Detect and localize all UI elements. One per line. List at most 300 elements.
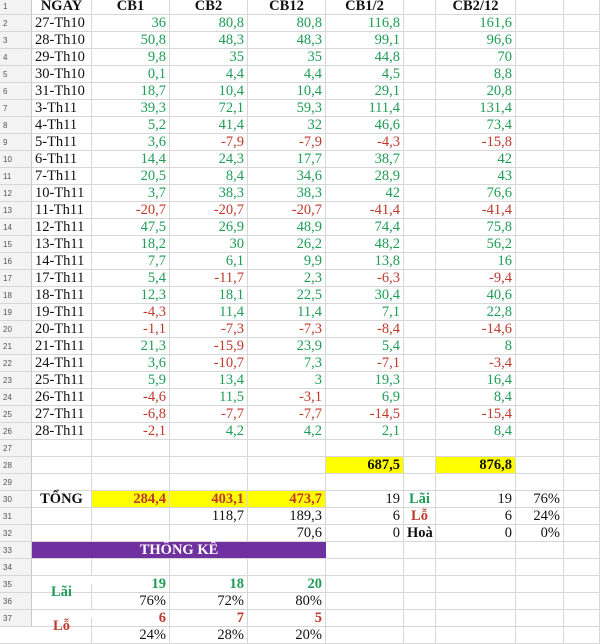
cell-c1[interactable] [92, 440, 170, 456]
cell-c8[interactable] [564, 49, 600, 65]
cb2-cell[interactable]: 6,1 [170, 253, 248, 269]
cb1-2-cell[interactable]: 2,1 [326, 423, 404, 439]
row-number[interactable]: 33 [0, 542, 32, 558]
cell-c7[interactable] [516, 66, 564, 82]
cb12-cell[interactable]: -7,3 [248, 321, 326, 337]
row-number[interactable]: 4 [0, 49, 32, 65]
cell-c7[interactable] [516, 304, 564, 320]
cb12-cell[interactable]: 17,7 [248, 151, 326, 167]
date-cell[interactable]: 25-Th11 [32, 372, 92, 388]
cell-c7[interactable] [516, 236, 564, 252]
cell-c8[interactable] [564, 491, 600, 507]
cell-c0[interactable] [32, 559, 92, 575]
cb1-cell[interactable]: 0,1 [92, 66, 170, 82]
date-cell[interactable]: 29-Th10 [32, 49, 92, 65]
row-number[interactable]: 12 [0, 185, 32, 201]
cb2-cell[interactable]: 13,4 [170, 372, 248, 388]
cb2-12-cell[interactable]: 96,6 [436, 32, 516, 48]
cb12-cell[interactable]: 23,9 [248, 338, 326, 354]
cb2-12-cell[interactable]: 22,8 [436, 304, 516, 320]
cell-c5[interactable] [404, 270, 436, 286]
cb12-cell[interactable]: 4,2 [248, 423, 326, 439]
cb2-cell[interactable]: 8,4 [170, 168, 248, 184]
stats-lo-pct-cb2[interactable]: 28% [170, 627, 248, 643]
cell-c5[interactable] [404, 559, 436, 575]
row-number[interactable]: 3 [0, 32, 32, 48]
row-number[interactable]: 24 [0, 389, 32, 405]
date-cell[interactable]: 31-Th10 [32, 83, 92, 99]
cell-c0[interactable] [32, 474, 92, 490]
cell-c5[interactable] [404, 406, 436, 422]
cb2-cell[interactable]: 26,9 [170, 219, 248, 235]
cb1-2-cell[interactable]: -14,5 [326, 406, 404, 422]
date-cell[interactable]: 19-Th11 [32, 304, 92, 320]
row32-cb12[interactable]: 70,6 [248, 525, 326, 541]
cell-c6[interactable] [436, 559, 516, 575]
hoa-label[interactable]: Hoà [404, 525, 436, 541]
cell-c5[interactable] [404, 83, 436, 99]
cb2-cell[interactable]: 48,3 [170, 32, 248, 48]
cb1-2-cell[interactable]: -8,4 [326, 321, 404, 337]
cell-c8[interactable] [564, 185, 600, 201]
cell-c4[interactable] [326, 440, 404, 456]
cell-c2[interactable] [170, 474, 248, 490]
row-number[interactable]: 20 [0, 321, 32, 337]
cell-c4[interactable] [326, 474, 404, 490]
cb2-12-total[interactable]: 876,8 [436, 457, 516, 473]
date-cell[interactable]: 20-Th11 [32, 321, 92, 337]
cell-c7[interactable] [516, 287, 564, 303]
cell-c8[interactable] [564, 593, 600, 609]
date-cell[interactable]: 11-Th11 [32, 202, 92, 218]
cb1-cell[interactable]: 20,5 [92, 168, 170, 184]
cb2-12-cell[interactable]: 8,4 [436, 389, 516, 405]
cell-c7[interactable] [516, 253, 564, 269]
cell-c8[interactable] [564, 168, 600, 184]
cb12-cell[interactable]: -3,1 [248, 389, 326, 405]
cb2-12-draws[interactable]: 0 [436, 525, 516, 541]
cb1-cell[interactable]: -2,1 [92, 423, 170, 439]
column-header-cb2-12[interactable]: CB2/12 [436, 0, 516, 14]
cell-c5[interactable] [404, 117, 436, 133]
cell-c5[interactable] [404, 49, 436, 65]
stats-lo-label[interactable]: Lỗ [32, 618, 92, 634]
cell-c7[interactable] [516, 117, 564, 133]
cb1-2-cell[interactable]: 46,6 [326, 117, 404, 133]
cell-c8[interactable] [564, 83, 600, 99]
cb2-12-wins[interactable]: 19 [436, 491, 516, 507]
cell-c5[interactable] [404, 355, 436, 371]
cell-c7[interactable] [516, 151, 564, 167]
cb2-cell[interactable]: -11,7 [170, 270, 248, 286]
cb1-cell[interactable]: -4,6 [92, 389, 170, 405]
cell-c6[interactable] [436, 542, 516, 558]
cell-c8[interactable] [564, 338, 600, 354]
cb2-12-cell[interactable]: 131,4 [436, 100, 516, 116]
column-header-cb12[interactable]: CB12 [248, 0, 326, 14]
cell-c5[interactable] [404, 576, 436, 592]
row-number[interactable]: 15 [0, 236, 32, 252]
cb12-cell[interactable]: 22,5 [248, 287, 326, 303]
cell-c8[interactable] [564, 15, 600, 31]
row-number[interactable]: 7 [0, 100, 32, 116]
cell-c5[interactable] [404, 321, 436, 337]
cell-c7[interactable] [516, 389, 564, 405]
cell-c5[interactable] [404, 304, 436, 320]
total-cb1[interactable]: 284,4 [92, 491, 170, 507]
stats-lai-pct-cb12[interactable]: 80% [248, 593, 326, 609]
cb12-cell[interactable]: 48,3 [248, 32, 326, 48]
cb2-cell[interactable]: 41,4 [170, 117, 248, 133]
cb1-cell[interactable]: 7,7 [92, 253, 170, 269]
cb12-cell[interactable]: 38,3 [248, 185, 326, 201]
cell-c8[interactable] [564, 253, 600, 269]
cell-c7[interactable] [516, 338, 564, 354]
cell-c5[interactable] [404, 168, 436, 184]
cb12-cell[interactable]: 10,4 [248, 83, 326, 99]
cb12-cell[interactable]: 26,2 [248, 236, 326, 252]
row-number[interactable]: 37 [0, 610, 32, 626]
row-number[interactable]: 9 [0, 134, 32, 150]
row31-cb12[interactable]: 189,3 [248, 508, 326, 524]
cell-c6[interactable] [436, 610, 516, 626]
date-cell[interactable]: 28-Th10 [32, 32, 92, 48]
cb12-cell[interactable]: 59,3 [248, 100, 326, 116]
date-cell[interactable]: 10-Th11 [32, 185, 92, 201]
cb2-12-cell[interactable]: 8,4 [436, 423, 516, 439]
cb1-cell[interactable]: 18,2 [92, 236, 170, 252]
cb2-cell[interactable]: -20,7 [170, 202, 248, 218]
cell-c3[interactable] [248, 474, 326, 490]
cb2-12-cell[interactable]: -3,4 [436, 355, 516, 371]
date-cell[interactable]: 26-Th11 [32, 389, 92, 405]
cell-c8[interactable] [564, 32, 600, 48]
cb2-cell[interactable]: 30 [170, 236, 248, 252]
cb1-2-cell[interactable]: 28,9 [326, 168, 404, 184]
cell-c7[interactable] [516, 372, 564, 388]
cell-c2[interactable] [170, 525, 248, 541]
cell-c7[interactable] [516, 49, 564, 65]
cell-c5[interactable] [404, 134, 436, 150]
cell-c8[interactable] [564, 610, 600, 626]
cell-c0[interactable] [32, 457, 92, 473]
cell-c7[interactable] [516, 627, 564, 643]
cell-c7[interactable] [516, 610, 564, 626]
total-cb2[interactable]: 403,1 [170, 491, 248, 507]
cb12-cell[interactable]: -20,7 [248, 202, 326, 218]
cell-c5[interactable] [404, 219, 436, 235]
date-cell[interactable]: 24-Th11 [32, 355, 92, 371]
cb1-cell[interactable]: -4,3 [92, 304, 170, 320]
cb2-12-cell[interactable]: -41,4 [436, 202, 516, 218]
cb2-cell[interactable]: -15,9 [170, 338, 248, 354]
cb1-2-cell[interactable]: 30,4 [326, 287, 404, 303]
column-header-cb1-2[interactable]: CB1/2 [326, 0, 404, 14]
cell-c2[interactable] [170, 457, 248, 473]
cb2-12-cell[interactable]: 56,2 [436, 236, 516, 252]
cell-c7[interactable] [516, 168, 564, 184]
cell-c8[interactable] [564, 457, 600, 473]
cb1-2-cell[interactable]: -4,3 [326, 134, 404, 150]
cell-c8[interactable] [564, 406, 600, 422]
cb1-cell[interactable]: 14,4 [92, 151, 170, 167]
cell-c2[interactable] [170, 440, 248, 456]
cb1-2-cell[interactable]: -6,3 [326, 270, 404, 286]
cell-c8[interactable] [564, 117, 600, 133]
cb1-2-cell[interactable]: 38,7 [326, 151, 404, 167]
cell-c5[interactable] [404, 372, 436, 388]
cb12-cell[interactable]: 35 [248, 49, 326, 65]
cell-c5[interactable] [404, 474, 436, 490]
cb2-12-cell[interactable]: 16,4 [436, 372, 516, 388]
date-cell[interactable]: 21-Th11 [32, 338, 92, 354]
cb12-cell[interactable]: 48,9 [248, 219, 326, 235]
cb1-2-cell[interactable]: 44,8 [326, 49, 404, 65]
cb2-12-cell[interactable]: 43 [436, 168, 516, 184]
hoa-percent[interactable]: 0% [516, 525, 564, 541]
cb1-2-total[interactable]: 687,5 [326, 457, 404, 473]
cb2-12-cell[interactable]: 8,8 [436, 66, 516, 82]
row-number[interactable]: 28 [0, 457, 32, 473]
cb12-cell[interactable]: 80,8 [248, 15, 326, 31]
cb2-12-cell[interactable]: 76,6 [436, 185, 516, 201]
cell-c6[interactable] [436, 593, 516, 609]
cb2-12-cell[interactable]: 40,6 [436, 287, 516, 303]
lo-label[interactable]: Lỗ [404, 508, 436, 524]
cell-c7[interactable] [516, 406, 564, 422]
cb12-cell[interactable]: 9,9 [248, 253, 326, 269]
stats-lo-cb12[interactable]: 5 [248, 610, 326, 626]
column-header-ngay[interactable]: NGAY [32, 0, 92, 14]
cb2-12-cell[interactable]: 16 [436, 253, 516, 269]
date-cell[interactable]: 12-Th11 [32, 219, 92, 235]
cb1-cell[interactable]: 36 [92, 15, 170, 31]
row-number[interactable]: 11 [0, 168, 32, 184]
cb1-2-cell[interactable]: 6,9 [326, 389, 404, 405]
cb1-2-cell[interactable]: 19,3 [326, 372, 404, 388]
cb1-2-losses[interactable]: 6 [326, 508, 404, 524]
cell-c1[interactable] [92, 474, 170, 490]
cb1-2-cell[interactable]: 42 [326, 185, 404, 201]
cb1-cell[interactable]: 18,7 [92, 83, 170, 99]
column-header-cb2[interactable]: CB2 [170, 0, 248, 14]
cb2-12-cell[interactable]: 42 [436, 151, 516, 167]
cb1-cell[interactable]: 5,9 [92, 372, 170, 388]
row-number[interactable]: 5 [0, 66, 32, 82]
cb1-2-cell[interactable]: 99,1 [326, 32, 404, 48]
cell-c8[interactable] [564, 151, 600, 167]
cell-c5[interactable] [404, 627, 436, 643]
cb2-12-cell[interactable]: 73,4 [436, 117, 516, 133]
row-number[interactable]: 13 [0, 202, 32, 218]
cell-c8[interactable] [564, 236, 600, 252]
cb1-2-cell[interactable]: 116,8 [326, 15, 404, 31]
cell-c5[interactable] [404, 151, 436, 167]
cell-c3[interactable] [248, 457, 326, 473]
cell-c4[interactable] [326, 559, 404, 575]
cb1-cell[interactable]: 12,3 [92, 287, 170, 303]
cell-c8[interactable] [564, 440, 600, 456]
cell-c5[interactable] [404, 423, 436, 439]
cell-c7[interactable] [516, 576, 564, 592]
cb2-cell[interactable]: 18,1 [170, 287, 248, 303]
row-number[interactable]: 1 [0, 0, 32, 14]
cell-c8[interactable] [564, 508, 600, 524]
cb1-cell[interactable]: 39,3 [92, 100, 170, 116]
cell-c0[interactable] [32, 593, 92, 609]
cb2-cell[interactable]: 4,4 [170, 66, 248, 82]
cell-c8[interactable] [564, 100, 600, 116]
column-header-cb1[interactable]: CB1 [92, 0, 170, 14]
cb2-12-cell[interactable]: -14,6 [436, 321, 516, 337]
row-number[interactable]: 30 [0, 491, 32, 507]
cell-c5[interactable] [404, 253, 436, 269]
cell-c6[interactable] [436, 474, 516, 490]
cb12-cell[interactable]: 32 [248, 117, 326, 133]
cb1-cell[interactable]: -20,7 [92, 202, 170, 218]
cell-c5[interactable] [404, 389, 436, 405]
cell-c0[interactable] [32, 440, 92, 456]
cb2-12-cell[interactable]: -15,4 [436, 406, 516, 422]
cell-c2[interactable] [170, 559, 248, 575]
cell-c4[interactable] [326, 610, 404, 626]
stats-lo-cb2[interactable]: 7 [170, 610, 248, 626]
cell-c7[interactable] [516, 355, 564, 371]
cb1-2-cell[interactable]: 29,1 [326, 83, 404, 99]
date-cell[interactable]: 6-Th11 [32, 151, 92, 167]
stats-lai-cb1[interactable]: 19 [92, 576, 170, 592]
cell-c8[interactable] [564, 627, 600, 643]
row-number[interactable]: 14 [0, 219, 32, 235]
cell-c1[interactable] [92, 457, 170, 473]
cell-c3[interactable] [248, 440, 326, 456]
cb1-2-cell[interactable]: 48,2 [326, 236, 404, 252]
cell-c4[interactable] [326, 542, 404, 558]
row-number[interactable]: 25 [0, 406, 32, 422]
date-cell[interactable]: 4-Th11 [32, 117, 92, 133]
cell-c7[interactable] [516, 593, 564, 609]
date-cell[interactable]: 30-Th10 [32, 66, 92, 82]
cb2-cell[interactable]: 11,4 [170, 304, 248, 320]
row-number[interactable]: 23 [0, 372, 32, 388]
cb2-cell[interactable]: 4,2 [170, 423, 248, 439]
cb1-2-cell[interactable]: -7,1 [326, 355, 404, 371]
cell-c5[interactable] [404, 440, 436, 456]
cb1-2-cell[interactable]: 5,4 [326, 338, 404, 354]
cell-c8[interactable] [564, 134, 600, 150]
cb2-12-cell[interactable]: 75,8 [436, 219, 516, 235]
cb2-cell[interactable]: 35 [170, 49, 248, 65]
stats-lo-pct-cb12[interactable]: 20% [248, 627, 326, 643]
row-number[interactable]: 19 [0, 304, 32, 320]
cb2-cell[interactable]: -7,7 [170, 406, 248, 422]
stats-lai-pct-cb2[interactable]: 72% [170, 593, 248, 609]
cell-c5[interactable] [404, 100, 436, 116]
cell-c7[interactable] [516, 100, 564, 116]
row-number[interactable]: 34 [0, 559, 32, 575]
date-cell[interactable]: 14-Th11 [32, 253, 92, 269]
cell-c7[interactable] [516, 559, 564, 575]
cell-c8[interactable] [564, 559, 600, 575]
cb1-2-cell[interactable]: 7,1 [326, 304, 404, 320]
cell-c7[interactable] [516, 15, 564, 31]
cell-c7[interactable] [516, 219, 564, 235]
cell-c8[interactable] [564, 270, 600, 286]
cell-c7[interactable] [516, 32, 564, 48]
cb1-2-cell[interactable]: 74,4 [326, 219, 404, 235]
cell-c7[interactable] [516, 134, 564, 150]
cell-c4[interactable] [326, 627, 404, 643]
cb2-cell[interactable]: -7,3 [170, 321, 248, 337]
stats-lai-pct-cb1[interactable]: 76% [92, 593, 170, 609]
cb1-cell[interactable]: 5,2 [92, 117, 170, 133]
row-number[interactable]: 22 [0, 355, 32, 371]
date-cell[interactable]: 5-Th11 [32, 134, 92, 150]
cell-c7[interactable] [516, 423, 564, 439]
cell-c4[interactable] [326, 576, 404, 592]
cell-c0[interactable] [32, 508, 92, 524]
cell-c5[interactable] [404, 338, 436, 354]
cb2-12-cell[interactable]: 8 [436, 338, 516, 354]
row-number[interactable]: 27 [0, 440, 32, 456]
stats-lo-pct-cb1[interactable]: 24% [92, 627, 170, 643]
cb1-cell[interactable]: 3,7 [92, 185, 170, 201]
cb2-cell[interactable]: 24,3 [170, 151, 248, 167]
cb12-cell[interactable]: 4,4 [248, 66, 326, 82]
cell-c1[interactable] [92, 525, 170, 541]
stats-lo-cb1[interactable]: 6 [92, 610, 170, 626]
cb2-12-cell[interactable]: 20,8 [436, 83, 516, 99]
cb2-12-cell[interactable]: 70 [436, 49, 516, 65]
cb1-2-cell[interactable]: 4,5 [326, 66, 404, 82]
cell-c7[interactable] [516, 457, 564, 473]
date-cell[interactable]: 13-Th11 [32, 236, 92, 252]
cb1-cell[interactable]: 5,4 [92, 270, 170, 286]
cell-c8[interactable] [564, 321, 600, 337]
cell-c7[interactable] [516, 440, 564, 456]
cb12-cell[interactable]: 11,4 [248, 304, 326, 320]
cb1-2-cell[interactable]: 111,4 [326, 100, 404, 116]
cell-c8[interactable] [564, 372, 600, 388]
cb2-12-cell[interactable]: 161,6 [436, 15, 516, 31]
row-number[interactable]: 17 [0, 270, 32, 286]
cell-c0[interactable] [32, 627, 92, 643]
date-cell[interactable]: 17-Th11 [32, 270, 92, 286]
cell-c8[interactable] [564, 202, 600, 218]
cell-c5[interactable] [404, 15, 436, 31]
row-number[interactable]: 36 [0, 593, 32, 609]
row-number[interactable]: 26 [0, 423, 32, 439]
cell-c7[interactable] [516, 83, 564, 99]
row-number[interactable]: 16 [0, 253, 32, 269]
cb1-cell[interactable]: 47,5 [92, 219, 170, 235]
cb1-cell[interactable]: 21,3 [92, 338, 170, 354]
cb1-2-draws[interactable]: 0 [326, 525, 404, 541]
cb12-cell[interactable]: -7,7 [248, 406, 326, 422]
cell-c7[interactable] [516, 270, 564, 286]
cb2-12-cell[interactable]: -9,4 [436, 270, 516, 286]
cell-c5[interactable] [404, 542, 436, 558]
cell-c8[interactable] [564, 355, 600, 371]
row-number[interactable]: 21 [0, 338, 32, 354]
cell-c8[interactable] [564, 0, 600, 14]
row-number[interactable]: 31 [0, 508, 32, 524]
cell-c4[interactable] [326, 593, 404, 609]
cell-c7[interactable] [516, 185, 564, 201]
cell-c5[interactable] [404, 610, 436, 626]
date-cell[interactable]: 28-Th11 [32, 423, 92, 439]
cell-c8[interactable] [564, 287, 600, 303]
